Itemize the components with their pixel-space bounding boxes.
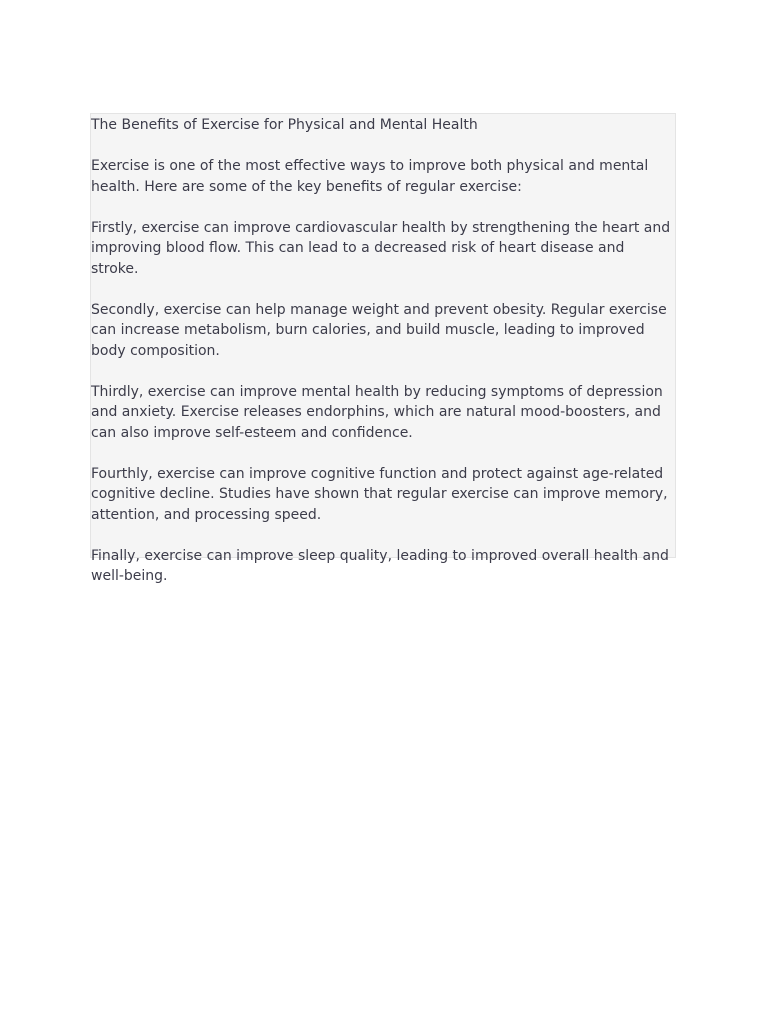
weight-paragraph: Secondly, exercise can help manage weight and prevent obesity. Regular exercise can increase metabolism, burn calories, and build muscle, leading to improved body composition. bbox=[91, 301, 667, 359]
cardiovascular-paragraph: Firstly, exercise can improve cardiovascular health by strengthening the heart and improving blood flow. This can lead to a decreased risk of heart disease and stroke. bbox=[91, 219, 671, 277]
article-title: The Benefits of Exercise for Physical and Mental Health bbox=[91, 117, 478, 133]
cognitive-paragraph: Fourthly, exercise can improve cognitive function and protect against age-related cognitive decline. Studies have shown that regular exercise can improve memory, attention, and processing speed. bbox=[91, 465, 668, 523]
mental-health-paragraph: Thirdly, exercise can improve mental health by reducing symptoms of depression and anxiety. Exercise releases endorphins, which are natural mood-boosters, and can also improve self-esteem and confidence. bbox=[91, 383, 663, 441]
intro-paragraph: Exercise is one of the most effective ways to improve both physical and mental health. Here are some of the key benefits of regular exercise: bbox=[91, 158, 649, 195]
sleep-paragraph: Finally, exercise can improve sleep quality, leading to improved overall health and well-being. bbox=[91, 547, 669, 584]
article-text-box bbox=[90, 113, 676, 584]
